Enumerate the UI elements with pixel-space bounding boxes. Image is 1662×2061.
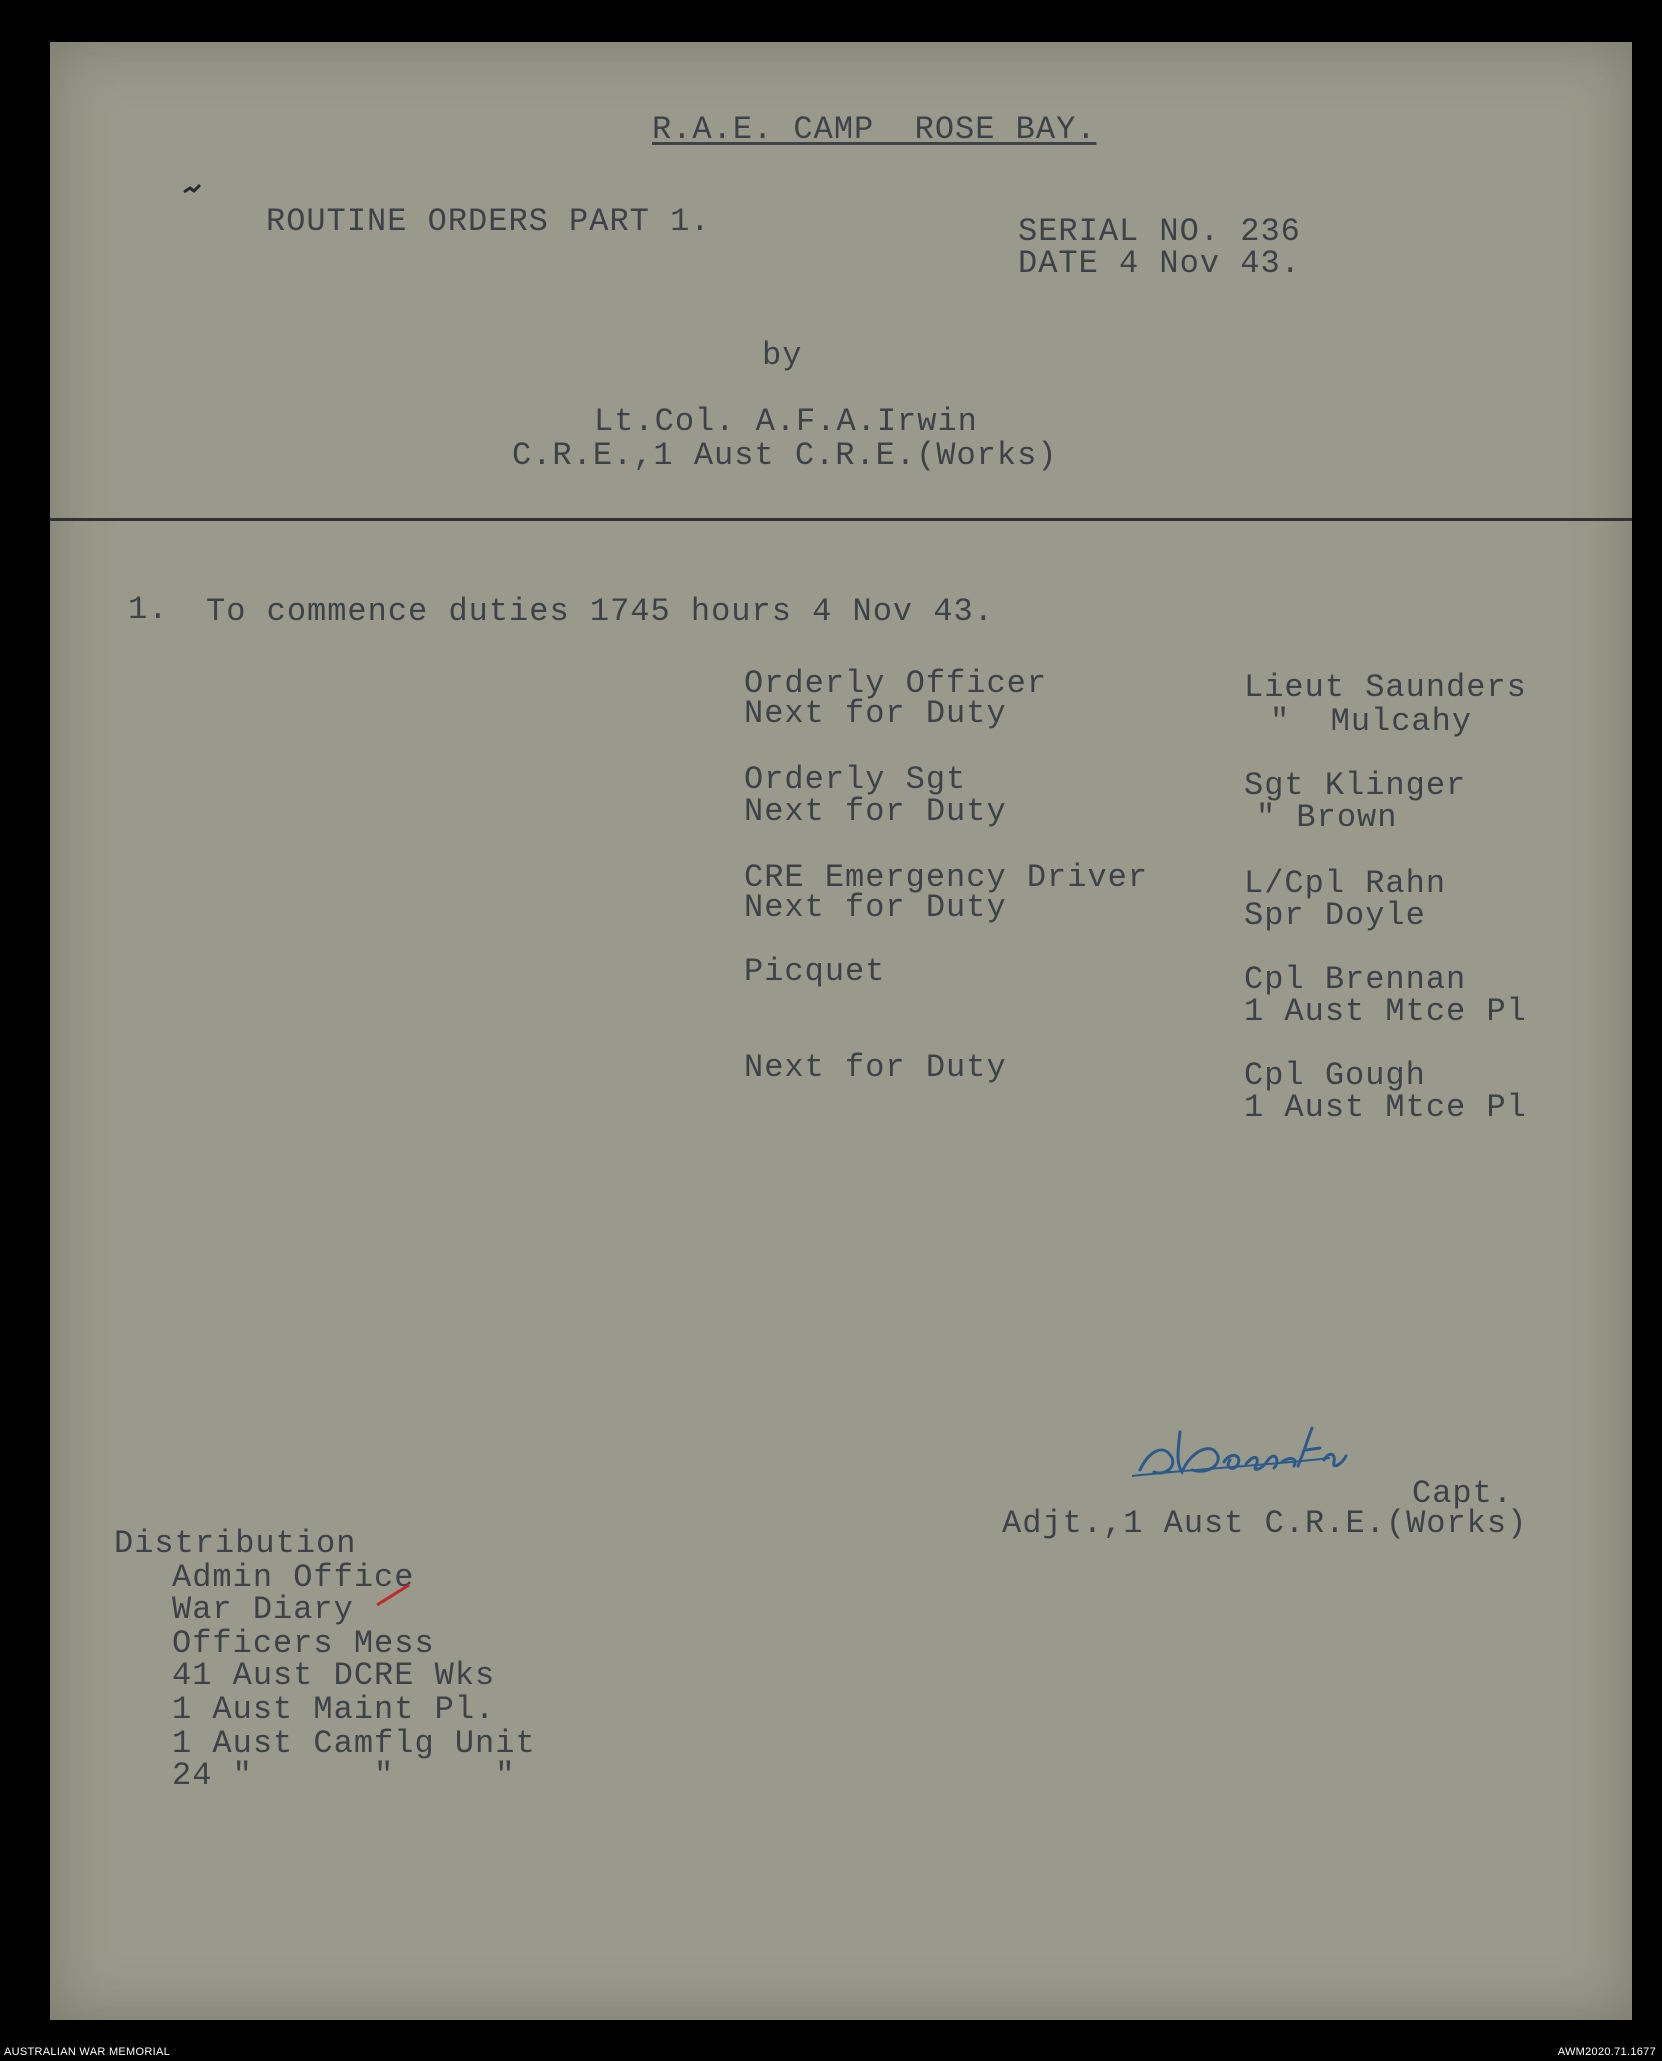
ink-blot — [182, 182, 206, 196]
red-tick-mark — [375, 1583, 411, 1607]
roster-duty: Next for Duty — [744, 793, 1007, 830]
roster-duty: Orderly Sgt — [744, 761, 967, 798]
roster-person: 1 Aust Mtce Pl — [1244, 993, 1527, 1030]
roster-person: Sgt Klinger — [1244, 767, 1467, 804]
item-text: To commence duties 1745 hours 4 Nov 43. — [206, 593, 994, 630]
item-number: 1. — [128, 591, 169, 628]
signature-appointment: Adjt.,1 Aust C.R.E.(Works) — [1002, 1505, 1528, 1542]
distribution-item: 41 Aust DCRE Wks — [172, 1657, 496, 1694]
roster-duty: Next for Duty — [744, 695, 1007, 732]
handwritten-signature — [1120, 1412, 1360, 1492]
order-date: DATE 4 Nov 43. — [1018, 245, 1301, 282]
document-title: R.A.E. CAMP ROSE BAY. — [652, 111, 1097, 148]
footer-accession-number: AWM2020.71.1677 — [1557, 2046, 1656, 2058]
issuer-unit: C.R.E.,1 Aust C.R.E.(Works) — [512, 437, 1058, 474]
horizontal-rule — [50, 518, 1632, 521]
roster-person: Lieut Saunders — [1244, 669, 1527, 706]
roster-person: Cpl Brennan — [1244, 961, 1467, 998]
roster-duty: CRE Emergency Driver — [744, 859, 1149, 896]
routine-orders-heading: ROUTINE ORDERS PART 1. — [266, 203, 711, 240]
distribution-item: Admin Office — [172, 1559, 415, 1596]
issuer-name: Lt.Col. A.F.A.Irwin — [594, 403, 978, 440]
distribution-item: 1 Aust Camflg Unit — [172, 1725, 536, 1762]
roster-duty: Next for Duty — [744, 1049, 1007, 1086]
distribution-item: 24 " " " — [172, 1757, 516, 1794]
distribution-item: War Diary — [172, 1591, 354, 1628]
roster-person: Spr Doyle — [1244, 897, 1426, 934]
distribution-heading: Distribution — [114, 1525, 357, 1562]
roster-person: Cpl Gough — [1244, 1057, 1426, 1094]
by-label: by — [762, 337, 803, 374]
distribution-item: 1 Aust Maint Pl. — [172, 1691, 496, 1728]
roster-duty: Next for Duty — [744, 889, 1007, 926]
roster-person: 1 Aust Mtce Pl — [1244, 1089, 1527, 1126]
roster-person: " Mulcahy — [1270, 703, 1473, 740]
serial-number: SERIAL NO. 236 — [1018, 213, 1301, 250]
roster-person: L/Cpl Rahn — [1244, 865, 1447, 902]
distribution-item: Officers Mess — [172, 1625, 435, 1662]
roster-duty: Picquet — [744, 953, 886, 990]
signature-rank: Capt. — [1412, 1475, 1514, 1512]
footer-institution: AUSTRALIAN WAR MEMORIAL — [4, 2046, 171, 2058]
roster-duty: Orderly Officer — [744, 665, 1048, 702]
roster-person: " Brown — [1256, 799, 1398, 836]
